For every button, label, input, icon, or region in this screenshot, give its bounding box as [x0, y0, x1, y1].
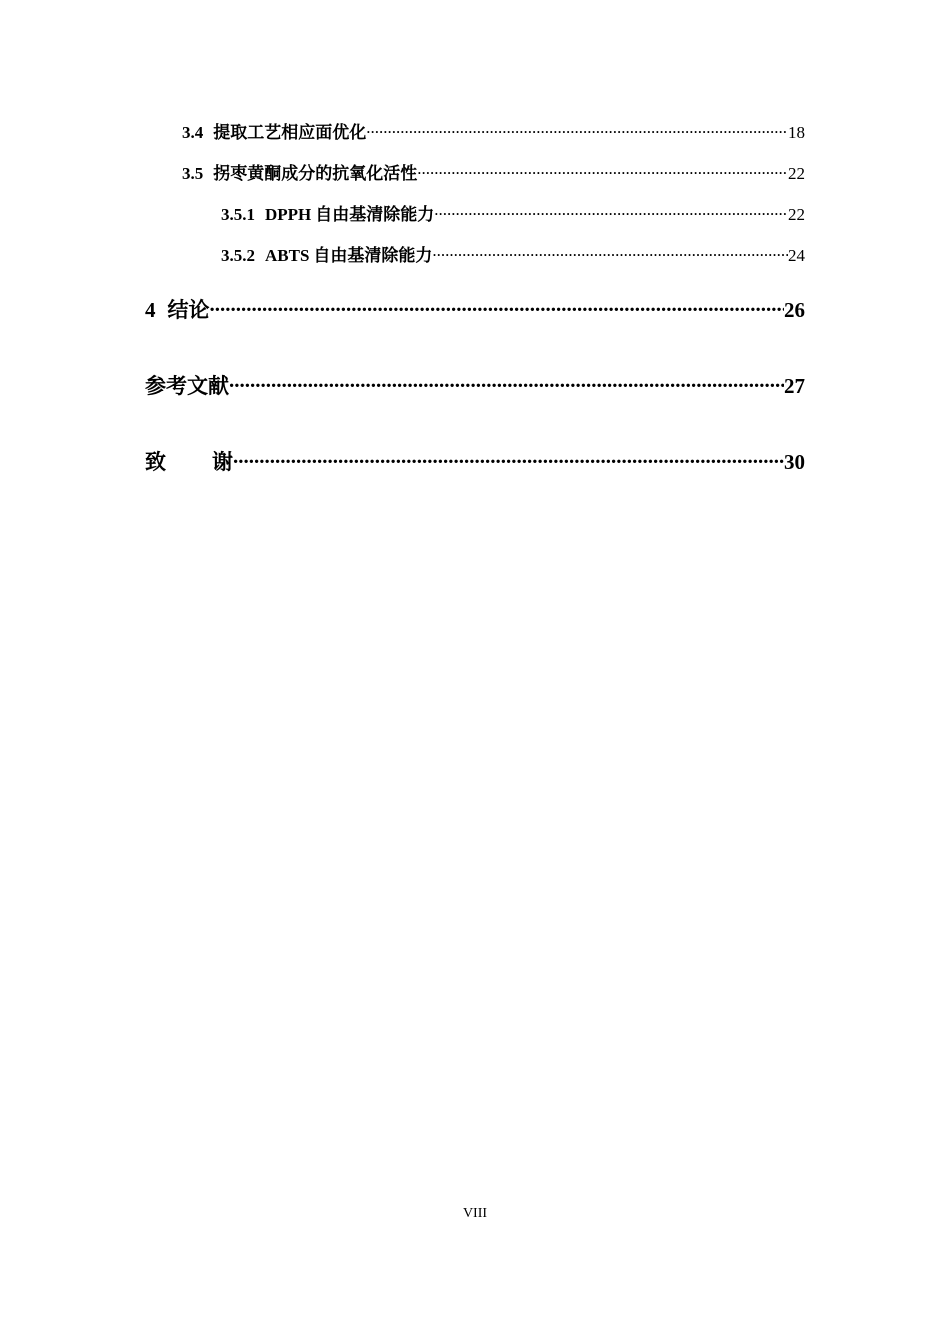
toc-entry-number: 3.5.1 [221, 205, 255, 224]
toc-entry-number: 3.5 [182, 164, 204, 183]
toc-entry-title-part2: 谢 [212, 450, 233, 474]
toc-entry-3-5[interactable] [182, 159, 805, 184]
toc-page-number: 24 [788, 246, 805, 265]
toc-leader-dots [233, 448, 784, 469]
toc-entry-3-5-1[interactable] [221, 200, 805, 225]
toc-leader-dots [417, 162, 788, 179]
toc-entry-title-part1: 致 [145, 450, 166, 474]
toc-leader-dots [434, 203, 788, 220]
toc-entry-title: 拐枣黄酮成分的抗氧化活性 [213, 164, 418, 184]
toc-entry-acknowledgements[interactable] [145, 446, 805, 476]
toc-entry-label [145, 294, 210, 324]
toc-entry-label [182, 118, 366, 143]
toc-entry-label [221, 200, 434, 225]
toc-entry-title-latin: ABTS [265, 246, 310, 265]
toc-leader-dots [229, 372, 784, 393]
page-footer-number: VIII [462, 1206, 488, 1221]
toc-entry-3-4[interactable] [182, 118, 805, 143]
toc-entry-title-latin: DPPH [265, 205, 312, 224]
toc-entry-title: 自由基清除能力 [315, 205, 435, 225]
toc-entry-label [182, 159, 417, 184]
toc-entry-3-5-2[interactable] [221, 241, 805, 266]
toc-entry-title: 自由基清除能力 [313, 246, 433, 266]
toc-entry-label [221, 241, 432, 266]
toc-page-number: 26 [784, 298, 805, 322]
toc-page-number: 18 [788, 123, 805, 142]
toc-page-number: 27 [784, 374, 805, 398]
toc-leader-dots [366, 121, 788, 138]
toc-entry-title: 提取工艺相应面优化 [213, 123, 367, 143]
toc-leader-dots [210, 296, 785, 317]
toc-entry-number: 3.4 [182, 123, 204, 142]
toc-entry-number: 3.5.2 [221, 246, 255, 265]
toc-page-number: 22 [788, 164, 805, 183]
toc-page-number: 30 [784, 450, 805, 474]
toc-page-number: 22 [788, 205, 805, 224]
toc-entry-label [145, 370, 229, 400]
toc-entry-label [145, 446, 233, 476]
toc-entry-title: 参考文献 [145, 374, 229, 398]
toc-leader-dots [432, 244, 788, 261]
toc-entry-4[interactable] [145, 294, 805, 324]
toc-entry-references[interactable] [145, 370, 805, 400]
toc-entry-number: 4 [145, 298, 156, 322]
toc-entry-title: 结论 [167, 298, 210, 322]
